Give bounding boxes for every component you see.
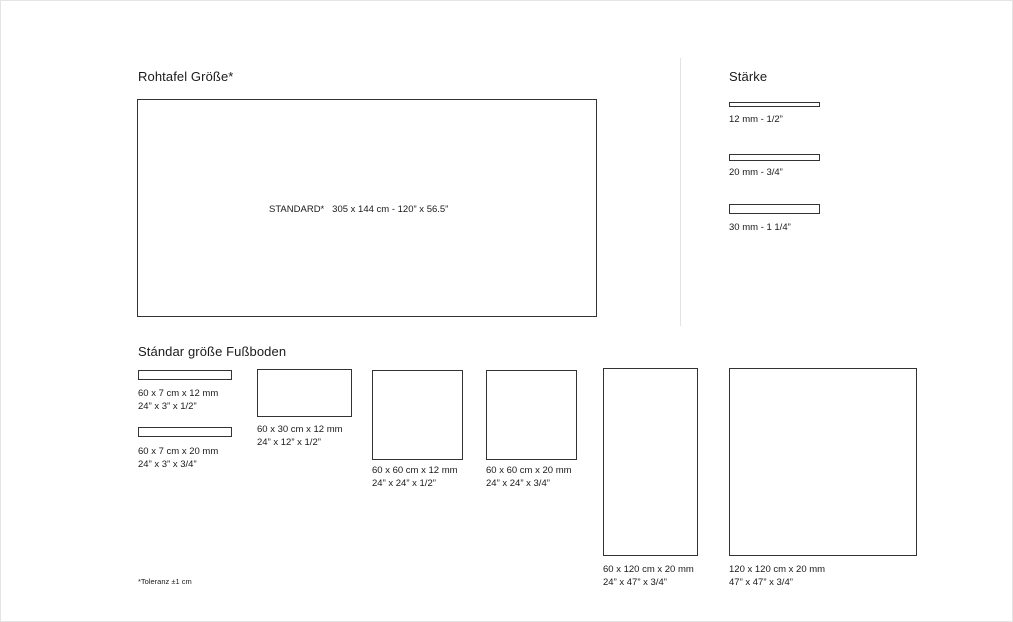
tile-60x60-12mm	[372, 370, 463, 460]
tile-caption-imperial: 24” x 3” x 3/4”	[138, 459, 197, 470]
tile-caption	[486, 464, 572, 490]
tile-caption-metric: 120 x 120 cm x 20 mm	[729, 564, 826, 575]
tile-caption-metric: 60 x 60 cm x 12 mm	[372, 465, 458, 476]
thickness-label-20mm: 20 mm - 3/4”	[729, 167, 783, 178]
tile-caption-imperial: 24” x 24” x 1/2”	[372, 478, 436, 489]
tile-60x30-12mm	[257, 369, 352, 417]
tile-caption	[603, 563, 694, 589]
tile-caption-imperial: 24” x 47” x 3/4”	[603, 577, 667, 588]
tile-caption-imperial: 47” x 47” x 3/4”	[729, 577, 793, 588]
raw-panel-title: Rohtafel Größe*	[138, 69, 234, 84]
tolerance-footnote: *Toleranz ±1 cm	[138, 577, 192, 586]
tile-60x120-20mm	[603, 368, 698, 556]
standard-panel-outline	[137, 99, 597, 317]
thickness-title: Stärke	[729, 69, 768, 84]
tile-caption-metric: 60 x 7 cm x 20 mm	[138, 446, 219, 457]
tile-caption	[138, 445, 218, 471]
section-divider	[680, 58, 681, 326]
thickness-slab-12mm	[729, 102, 820, 107]
standard-size: 305 x 144 cm - 120” x 56.5”	[332, 204, 449, 215]
tile-60x60-20mm	[486, 370, 577, 460]
thickness-slab-20mm	[729, 154, 820, 161]
standard-label: STANDARD*	[269, 204, 325, 215]
tile-caption-imperial: 24” x 24” x 3/4”	[486, 478, 550, 489]
thickness-label-30mm: 30 mm - 1 1/4”	[729, 222, 791, 233]
tile-120x120-20mm	[729, 368, 917, 556]
tile-caption	[372, 464, 458, 490]
tile-60x7-20mm	[138, 427, 232, 437]
thickness-label-12mm: 12 mm - 1/2”	[729, 114, 783, 125]
tile-caption-metric: 60 x 60 cm x 20 mm	[486, 465, 572, 476]
tile-caption-metric: 60 x 120 cm x 20 mm	[603, 564, 694, 575]
tile-caption	[257, 423, 343, 449]
tile-caption-imperial: 24” x 3” x 1/2”	[138, 401, 197, 412]
tile-caption-imperial: 24” x 12” x 1/2”	[257, 437, 321, 448]
tile-60x7-12mm	[138, 370, 232, 380]
tile-caption	[729, 563, 825, 589]
tile-caption-metric: 60 x 7 cm x 12 mm	[138, 388, 219, 399]
floor-title: Stándar größe Fußboden	[138, 344, 287, 359]
tile-caption-metric: 60 x 30 cm x 12 mm	[257, 424, 343, 435]
thickness-slab-30mm	[729, 204, 820, 214]
tile-caption	[138, 387, 218, 413]
standard-panel-caption	[269, 204, 448, 215]
